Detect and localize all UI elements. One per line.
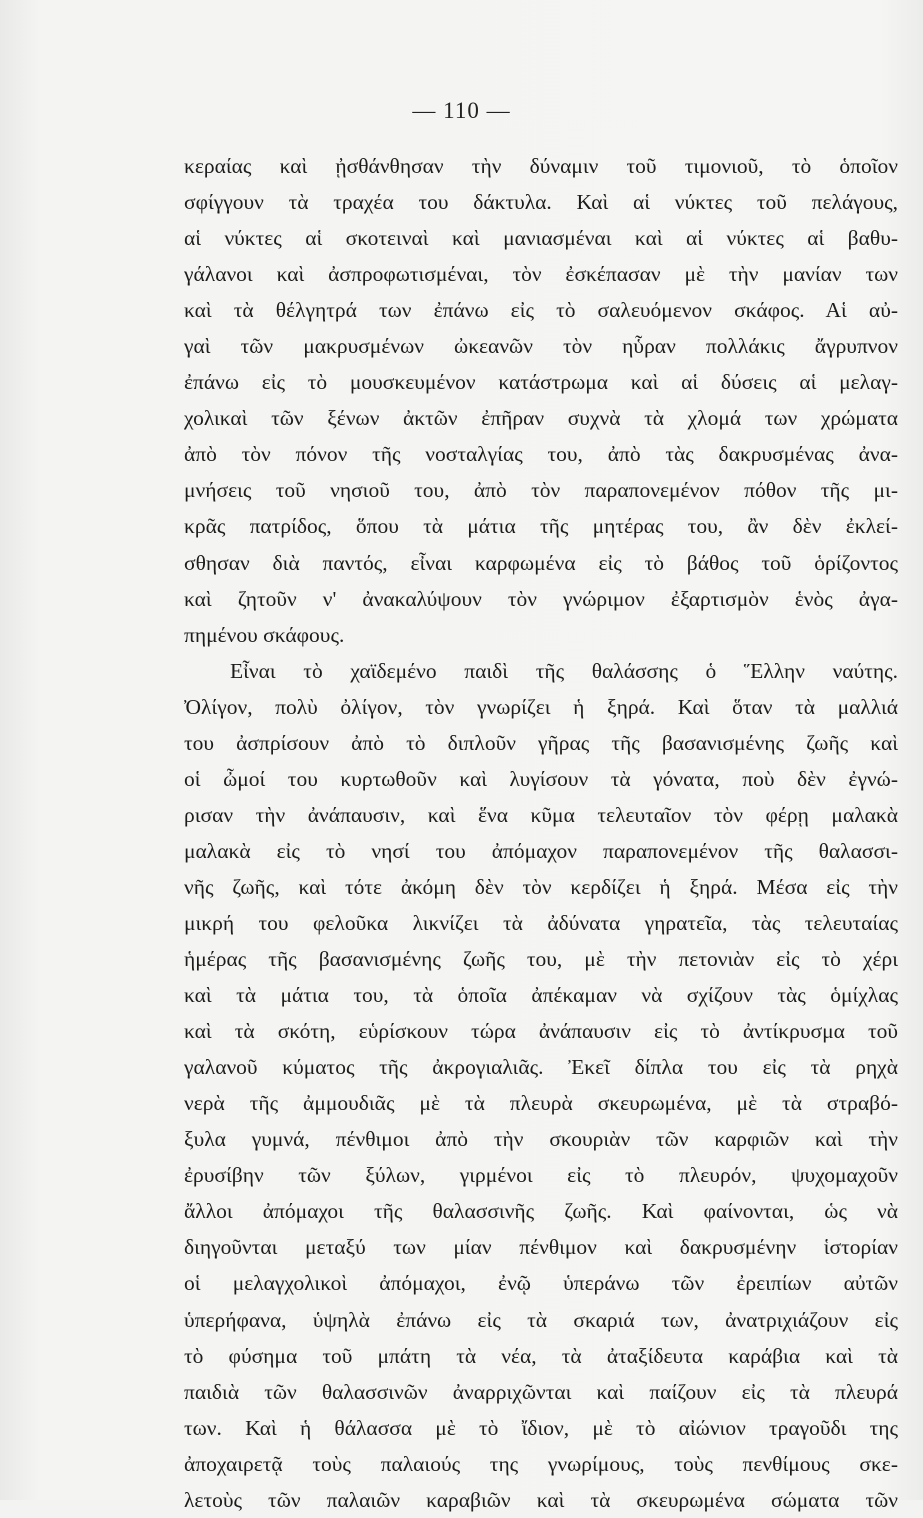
text-line: του ἀσπρίσουν ἀπὸ τὸ διπλοῦν γῆρας τῆς βασανισμένης ζωῆς καὶ <box>184 730 898 755</box>
text-line: ἡμέρας τῆς βασανισμένης ζωῆς του, μὲ τὴν πετονιὰν εἰς τὸ χέρι <box>184 947 898 972</box>
text-line: γαὶ τῶν μακρυσμένων ὠκεανῶν τὸν ηὗραν πολλάκις ἄγρυπνον <box>184 334 898 359</box>
text-line: ὑπερήφανα, ὑψηλὰ ἐπάνω εἰς τὰ σκαριά των, ἀνατριχιάζουν εἰς <box>184 1307 898 1332</box>
text-line: αἱ νύκτες αἱ σκοτειναὶ καὶ μανιασμέναι καὶ αἱ νύκτες αἱ βαθυ- <box>184 226 898 251</box>
text-line: ἐρυσίβην τῶν ξύλων, γιρμένοι εἰς τὸ πλευρόν, ψυχομαχοῦν <box>184 1163 898 1188</box>
text-line: τὸ φύσημα τοῦ μπάτη τὰ νέα, τὰ ἀταξίδευτα καράβια καὶ τὰ <box>184 1343 898 1368</box>
text-line: ρισαν τὴν ἀνάπαυσιν, καὶ ἕνα κῦμα τελευταῖον τὸν φέρῃ μαλακὰ <box>184 802 898 827</box>
text-line: οἱ μελαγχολικοὶ ἀπόμαχοι, ἐνῷ ὑπεράνω τῶν ἐρειπίων αὐτῶν <box>184 1271 898 1296</box>
text-line: κεραίας καὶ ᾐσθάνθησαν τὴν δύναμιν τοῦ τιμονιοῦ, τὸ ὁποῖον <box>184 154 898 178</box>
text-line: καὶ τὰ σκότη, εὑρίσκουν τώρα ἀνάπαυσιν εἰς τὸ ἀντίκρυσμα τοῦ <box>184 1019 898 1044</box>
text-line: ἄλλοι ἀπόμαχοι τῆς θαλασσινῆς ζωῆς. Καὶ φαίνονται, ὡς νὰ <box>184 1199 898 1224</box>
text-line: οἱ ὦμοί του κυρτωθοῦν καὶ λυγίσουν τὰ γόνατα, ποὺ δὲν ἐγνώ- <box>184 766 898 791</box>
page-number: — 110 — <box>412 98 511 123</box>
text-line: νῆς ζωῆς, καὶ τότε ἀκόμη δὲν τὸν κερδίζει ἡ ξηρά. Μέσα εἰς τὴν <box>184 874 898 899</box>
text-line: ἀπὸ τὸν πόνον τῆς νοσταλγίας του, ἀπὸ τὰς δακρυσμένας ἀνα- <box>184 442 898 467</box>
text-line: Ὀλίγον, πολὺ ὀλίγον, τὸν γνωρίζει ἡ ξηρά. Καὶ ὅταν τὰ μαλλιά <box>184 694 898 719</box>
text-line: πημένου σκάφους. <box>184 622 345 647</box>
text-line: ἀποχαιρετᾷ τοὺς παλαιούς της γνωρίμους, τοὺς πενθίμους σκε- <box>184 1451 898 1476</box>
text-line: λετοὺς τῶν παλαιῶν καραβιῶν καὶ τὰ σκευρωμένα σώματα τῶν <box>184 1487 898 1512</box>
text-line: μικρή του φελοῦκα λικνίζει τὰ ἀδύνατα γηρατεῖα, τὰς τελευταίας <box>184 910 898 935</box>
text-line: μνήσεις τοῦ νησιοῦ του, ἀπὸ τὸν παραπονεμένον πόθον τῆς μι- <box>184 478 898 503</box>
text-line: των. Καὶ ἡ θάλασσα μὲ τὸ ἴδιον, μὲ τὸ αἰώνιον τραγοῦδι της <box>184 1415 898 1440</box>
text-line: γάλανοι καὶ ἀσπροφωτισμέναι, τὸν ἐσκέπασαν μὲ τὴν μανίαν των <box>184 262 898 287</box>
text-line: καὶ ζητοῦν ν' ἀνακαλύψουν τὸν γνώριμον ἐξαρτισμὸν ἑνὸς ἀγα- <box>184 586 898 611</box>
text-line: καὶ τὰ θέλγητρά των ἐπάνω εἰς τὸ σαλευόμενον σκάφος. Αἱ αὐ- <box>184 298 898 323</box>
text-line: παιδιὰ τῶν θαλασσινῶν ἀναρριχῶνται καὶ παίζουν εἰς τὰ πλευρά <box>184 1379 898 1404</box>
paragraph-start-line: Εἶναι τὸ χαϊδεμένο παιδὶ τῆς θαλάσσης ὁ Ἕλλην ναύτης. <box>230 658 898 683</box>
text-line: σφίγγουν τὰ τραχέα του δάκτυλα. Καὶ αἱ νύκτες τοῦ πελάγους, <box>184 190 898 215</box>
text-line: καὶ τὰ μάτια του, τὰ ὁποῖα ἀπέκαμαν νὰ σχίζουν τὰς ὁμίχλας <box>184 983 898 1008</box>
text-line: ἐπάνω εἰς τὸ μουσκευμένον κατάστρωμα καὶ αἱ δύσεις αἱ μελαγ- <box>184 370 898 395</box>
text-line: μαλακὰ εἰς τὸ νησί του ἀπόμαχον παραπονεμένον τῆς θαλασσι- <box>184 838 898 863</box>
text-line: κρᾶς πατρίδος, ὅπου τὰ μάτια τῆς μητέρας του, ἂν δὲν ἐκλεί- <box>184 514 898 539</box>
text-line: χολικαὶ τῶν ξένων ἀκτῶν ἐπῆραν συχνὰ τὰ χλομά των χρώματα <box>184 406 898 431</box>
text-line: γαλανοῦ κύματος τῆς ἀκρογιαλιᾶς. Ἐκεῖ δίπλα του εἰς τὰ ρηχὰ <box>184 1055 898 1080</box>
text-line: σθησαν διὰ παντός, εἶναι καρφωμένα εἰς τὸ βάθος τοῦ ὁρίζοντος <box>184 550 898 575</box>
text-line: νερὰ τῆς ἀμμουδιᾶς μὲ τὰ πλευρὰ σκευρωμένα, μὲ τὰ στραβό- <box>184 1091 898 1116</box>
text-line: ξυλα γυμνά, πένθιμοι ἀπὸ τὴν σκουριὰν τῶν καρφιῶν καὶ τὴν <box>184 1127 898 1152</box>
body-text <box>184 148 898 1518</box>
text-line: διηγοῦνται μεταξύ των μίαν πένθιμον καὶ δακρυσμένην ἱστορίαν <box>184 1235 898 1260</box>
